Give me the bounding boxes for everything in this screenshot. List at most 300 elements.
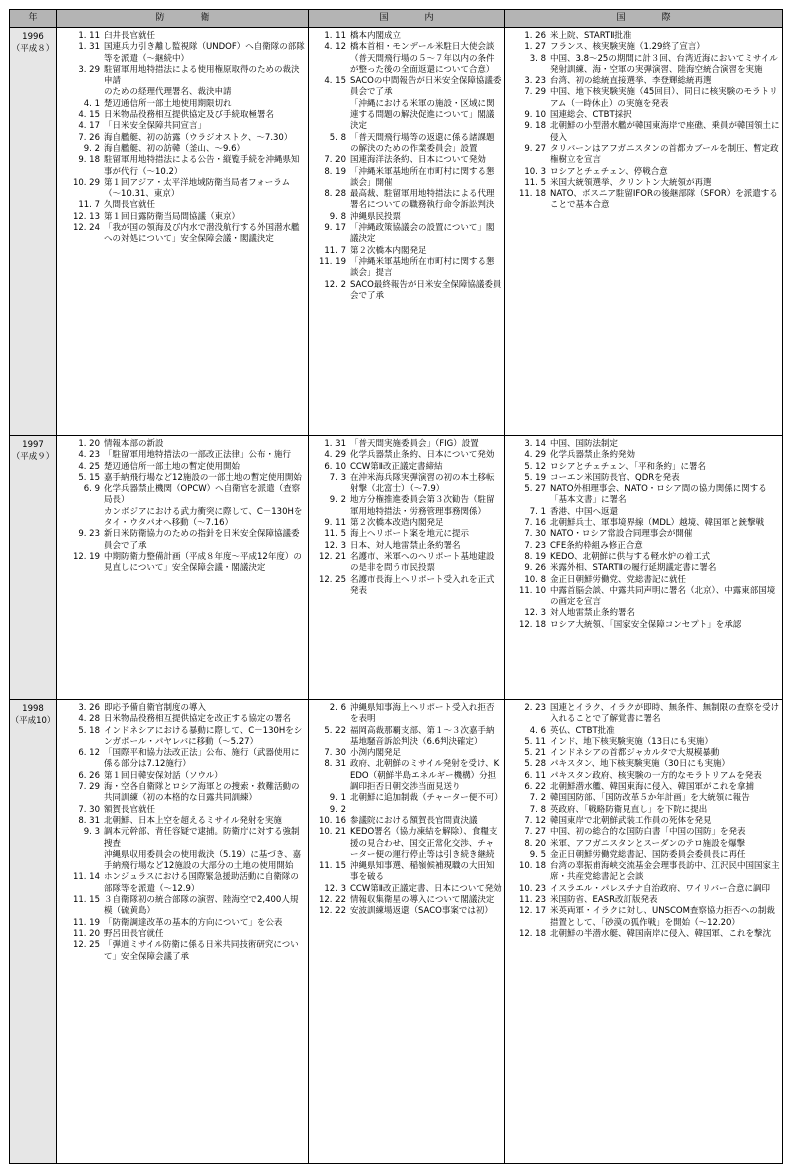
event-date: 9. 18: [524, 121, 546, 132]
year-row: [10, 700, 783, 1164]
event-text: 地方分権推進委員会第３次勧告（駐留軍用地特措法・労務管理事務関係）: [350, 495, 495, 517]
event-item: [312, 703, 502, 726]
event-item: [312, 473, 502, 496]
event-date: 10. 3: [524, 166, 546, 177]
event-item: [312, 906, 502, 917]
defense-cell: [57, 28, 309, 436]
event-item: [508, 816, 780, 827]
event-item: [60, 42, 306, 65]
event-date: 6. 12: [78, 748, 100, 759]
event-date: 4. 17: [78, 121, 100, 132]
event-item: [312, 189, 502, 212]
event-item: [508, 906, 780, 929]
event-text: 第１回日韓安保対話（ソウル）: [104, 770, 223, 781]
event-text: 嘉手納飛行場など12施設の一部土地の暫定使用開始: [104, 472, 302, 483]
event-item: [312, 861, 502, 884]
event-date: 12. 17: [518, 906, 546, 917]
event-text: 北朝鮮潜水艦、韓国東海に侵入、韓国軍がこれを拿捕: [550, 782, 755, 793]
event-date: 9. 8: [329, 211, 346, 222]
event-date: 10. 18: [518, 861, 546, 872]
event-text: 米露外相、STARTⅡの履行延期議定書に署名: [550, 563, 717, 574]
event-text: 第１回日露防衛当局間協議（東京）: [104, 211, 241, 222]
event-date: 2. 6: [329, 703, 346, 713]
event-date: 4. 23: [78, 450, 100, 461]
event-item: [60, 895, 306, 918]
event-item: [312, 439, 502, 450]
event-item: [508, 552, 780, 563]
event-date: 1. 27: [524, 42, 546, 53]
event-date: 11. 20: [72, 928, 100, 939]
event-date: 10. 21: [318, 827, 346, 838]
event-date: 2. 23: [524, 703, 546, 713]
event-item: [60, 133, 306, 144]
event-date: 7. 30: [524, 529, 546, 540]
event-text: インド、地下核実験実施（13日にも実施）: [550, 736, 714, 747]
event-item: [508, 850, 780, 861]
event-date: 4. 15: [324, 76, 346, 87]
event-date: 1. 11: [324, 31, 346, 41]
event-date: 8. 28: [324, 189, 346, 200]
event-date: 3. 26: [78, 703, 100, 713]
event-date: 11. 15: [318, 861, 346, 872]
event-date: 10. 8: [524, 574, 546, 585]
event-item: [60, 782, 306, 805]
event-date: 5. 19: [524, 472, 546, 483]
event-text: KEDO、北朝鮮に供与する軽水炉の着工式: [550, 551, 711, 562]
event-item: [60, 462, 306, 473]
event-date: 9. 23: [78, 529, 100, 540]
event-text: 「沖縄米軍基地所在市町村に関する懇談会」提言: [350, 256, 495, 279]
year-row: [10, 28, 783, 436]
event-text: SACOの中間報告が日米安全保障協議委員会で了承: [350, 76, 502, 98]
event-item: [312, 541, 502, 552]
event-text: 日米物品役務相互提供協定を改正する協定の署名: [104, 714, 292, 725]
event-date: 12. 21: [318, 551, 346, 562]
event-item: [312, 212, 502, 223]
event-date: [60, 507, 104, 530]
event-item: [508, 793, 780, 804]
header-year: 年: [10, 10, 57, 28]
era-label: （平成10）: [10, 716, 56, 726]
event-text: 米国大統領選挙、クリントン大統領が再選: [550, 177, 712, 188]
event-item: [312, 246, 502, 257]
event-text: 「普天間実施委員会」（FIG）設置: [350, 439, 479, 449]
event-date: 12. 22: [318, 906, 346, 917]
header-row: [10, 10, 783, 28]
year-label: 1996: [22, 32, 44, 42]
event-text: 「国際平和協力法改正法」公布、施行（武器使用に係る部分は7.12施行）: [104, 748, 300, 770]
event-item: [60, 827, 306, 850]
header-domestic: 国 内: [309, 10, 505, 28]
event-text: 中国、国防法制定: [550, 439, 619, 449]
event-date: 5. 22: [324, 725, 346, 736]
event-text: 沖縄県知事選、稲嶺候補現職の大田知事を破る: [350, 861, 495, 883]
event-text: 中国、初の総合的な国防白書「中国の国防」を発表: [550, 827, 746, 838]
event-date: 11. 23: [518, 895, 546, 906]
event-date: 12. 25: [318, 574, 346, 585]
event-text: 北朝鮮、日本上空を超えるミサイル発射を実施: [104, 815, 282, 826]
event-item: [60, 65, 306, 88]
event-text: 新日米防衛協力のための指針を日米安全保障協議委員会で了承: [104, 529, 300, 551]
event-item: [312, 805, 502, 816]
header-international: 国 際: [505, 10, 783, 28]
event-date: 5. 12: [524, 461, 546, 472]
event-date: 4. 12: [324, 42, 346, 53]
year-label: 1997: [22, 440, 44, 450]
defense-cell: [57, 436, 309, 700]
event-date: 12. 18: [518, 928, 546, 939]
event-text: 中期防衛力整備計画（平成８年度～平成12年度）の見直しについて」安全保障会議・閣議決定: [104, 551, 302, 574]
event-date: 6. 10: [324, 461, 346, 472]
event-date: 1. 11: [78, 31, 100, 41]
event-text: 国連兵力引き離し監視隊（UNDOF）へ自衛隊の部隊等を派遣（～継続中）: [104, 42, 305, 64]
event-date: 12. 24: [72, 223, 100, 234]
event-item: [508, 575, 780, 586]
event-text: 中露首脳会談、中露共同声明に署名（北京）、中露東部国境の画定を宣言: [550, 585, 776, 608]
event-item: [508, 771, 780, 782]
international-cell: [505, 28, 783, 436]
event-item: [60, 714, 306, 725]
event-text: 在沖米海兵隊実弾演習の初の本土移転射撃（北富士）（～7.9）: [350, 472, 495, 495]
event-date: 5. 28: [524, 759, 546, 770]
event-date: 7. 27: [524, 827, 546, 838]
event-date: 9. 2: [329, 804, 346, 815]
event-text: 即応予備自衛官制度の導入: [104, 703, 207, 713]
event-item: [60, 703, 306, 714]
event-text: カンボジアにおける武力衝突に際して、C－130Hをタイ・ウタパオへ移動（～7.16）: [104, 506, 303, 529]
event-item: [508, 805, 780, 816]
event-text: 沖縄県民投票: [350, 211, 402, 222]
event-date: 9. 17: [324, 223, 346, 234]
event-item: [312, 167, 502, 190]
event-item: [60, 805, 306, 816]
event-item: [60, 110, 306, 121]
event-item: [60, 872, 306, 895]
event-text: 第１回アジア・太平洋地域防衛当局者フォーラム（～10.31、東京）: [104, 177, 291, 200]
event-text: 香港、中国へ返還: [550, 506, 619, 517]
event-item: [312, 462, 502, 473]
event-date: 10. 29: [72, 177, 100, 188]
event-text: 北朝鮮の半潜水艇、韓国南岸に侵入、韓国軍、これを撃沈: [550, 928, 772, 939]
event-date: [60, 87, 104, 98]
event-item: [60, 87, 306, 98]
event-text: 中国、3.8～25の期間に計３回、台湾近海においてミサイル発射訓練、海・空軍の実弾演習、陸海空統合演習を実施: [550, 53, 778, 75]
event-date: 7. 23: [524, 540, 546, 551]
event-text: 沖縄県知事海上ヘリポート受入れ拒否を表明: [350, 703, 495, 725]
event-item: [508, 529, 780, 540]
event-date: 7. 16: [524, 518, 546, 529]
event-item: [312, 42, 502, 76]
event-date: 3. 8: [529, 53, 546, 64]
event-date: 9. 1: [329, 793, 346, 804]
event-date: 8. 19: [324, 166, 346, 177]
event-item: [60, 748, 306, 771]
event-date: 5. 8: [329, 132, 346, 143]
event-date: 7. 30: [78, 804, 100, 815]
event-text: 名護市長海上ヘリポート受入れを正式発表: [350, 574, 495, 596]
event-item: [312, 748, 502, 759]
event-item: [508, 929, 780, 940]
event-item: [312, 726, 502, 749]
chronology-table: [9, 9, 783, 1164]
event-item: [312, 99, 502, 133]
domestic-cell: [309, 436, 505, 700]
event-item: [508, 189, 780, 212]
event-item: [60, 473, 306, 484]
event-item: [508, 121, 780, 144]
event-date: [60, 850, 104, 873]
event-item: [312, 793, 502, 804]
event-item: [508, 76, 780, 87]
event-date: 7. 30: [324, 748, 346, 759]
defense-cell: [57, 700, 309, 1164]
event-item: [60, 155, 306, 178]
event-text: 情報収集衛星の導入について閣議決定: [350, 895, 495, 906]
event-text: 国連総会、CTBT採択: [550, 110, 632, 121]
event-text: SACO最終報告が日米安全保障協議委員会で了承: [350, 279, 502, 301]
event-text: 政府、北朝鮮のミサイル発射を受け、KEDO（朝鮮半島エネルギー機構）分担調印拒否日朝交渉当面見送り: [350, 759, 500, 793]
event-date: 9. 2: [83, 143, 100, 154]
event-text: 沖縄県収用委員会の使用裁決（5.19）に基づき、嘉手納飛行場など12施設の大部分の土地の使用開始: [104, 849, 302, 872]
event-date: 6. 22: [524, 782, 546, 793]
event-text: 臼井長官就任: [104, 31, 156, 41]
event-text: タリバーンはアフガニスタンの首都カブールを制圧、暫定政権樹立を宣言: [550, 143, 779, 166]
event-date: 11. 7: [324, 245, 346, 256]
event-date: 9. 26: [524, 563, 546, 574]
event-text: 英政府、「戦略防衛見直し」を下院に提出: [550, 804, 708, 815]
event-item: [508, 895, 780, 906]
event-item: [312, 884, 502, 895]
event-item: [60, 450, 306, 461]
event-item: [508, 42, 780, 53]
event-item: [508, 737, 780, 748]
event-item: [312, 816, 502, 827]
event-item: [508, 827, 780, 838]
event-date: 3. 14: [524, 439, 546, 449]
event-date: 7. 2: [529, 793, 546, 804]
event-date: 4. 15: [78, 110, 100, 121]
year-cell: [10, 436, 57, 700]
event-item: [508, 726, 780, 737]
event-text: 海自艦艇、初の訪露（ウラジオストク、～7.30）: [104, 132, 293, 143]
event-text: 化学兵器禁止条約発効: [550, 450, 636, 461]
event-item: [508, 703, 780, 726]
event-item: [312, 280, 502, 303]
event-text: 「沖縄政策協議会の設置について」閣議決定: [350, 223, 495, 245]
event-date: 11. 5: [324, 529, 346, 540]
event-text: 対人地雷禁止条約署名: [550, 608, 636, 619]
event-date: 7. 8: [529, 804, 546, 815]
era-label: （平成９）: [11, 452, 55, 462]
event-text: インドネシアの首都ジャカルタで大規模暴動: [550, 748, 720, 759]
event-text: 中国、地下核実験実施（45回目）、同日に核実験のモラトリアム（一時休止）の実施を発表: [550, 87, 778, 109]
event-text: 額賀長官就任: [104, 804, 156, 815]
event-date: 11. 19: [72, 917, 100, 928]
event-date: 12. 3: [324, 883, 346, 894]
event-date: 9. 18: [78, 155, 100, 166]
event-date: 1. 26: [524, 31, 546, 41]
event-text: 化学兵器禁止機関（OPCW）へ自衛官を派遣（査察局長）: [104, 484, 301, 506]
event-item: [508, 54, 780, 77]
event-date: 4. 28: [78, 714, 100, 725]
event-item: [508, 462, 780, 473]
event-text: 駐留軍用地特措法による使用権原取得のための裁決申請: [104, 64, 300, 87]
event-text: [350, 805, 502, 816]
event-text: CFE条約枠組み修正合意: [550, 540, 643, 551]
event-date: 5. 11: [524, 736, 546, 747]
event-date: 7. 1: [529, 506, 546, 517]
event-text: 台湾、初の総統直接選挙、李登輝総統再選: [550, 76, 712, 87]
event-item: [312, 895, 502, 906]
event-date: 6. 11: [524, 770, 546, 781]
event-date: 4. 25: [78, 461, 100, 472]
event-text: 名護市、米軍へのヘリポート基地建設の是非を問う市民投票: [350, 551, 495, 574]
event-date: 11. 18: [518, 189, 546, 200]
event-item: [508, 620, 780, 631]
event-text: 安波訓練場返還（SACO事案では初）: [350, 906, 493, 917]
event-item: [508, 507, 780, 518]
event-item: [508, 439, 780, 450]
event-text: 野呂田長官就任: [104, 928, 164, 939]
event-text: フランス、核実験実施（1.29終了宣言）: [550, 42, 705, 53]
event-item: [508, 608, 780, 619]
event-date: 11. 14: [72, 872, 100, 883]
event-text: 米英両軍・イラクに対し、UNSCOM査察協力拒否への制裁措置として、「砂漠の狐作戦」を開始（～12.20）: [550, 906, 775, 928]
event-date: 6. 9: [83, 484, 100, 495]
event-item: [60, 439, 306, 450]
event-text: 英仏、CTBT批准: [550, 725, 615, 736]
event-date: 9. 5: [529, 849, 546, 860]
event-item: [312, 223, 502, 246]
event-text: CCW第Ⅱ改正議定書、日本について発効: [350, 883, 502, 894]
event-item: [312, 518, 502, 529]
event-text: ロシア大統領、「国家安全保障コンセプト」を承認: [550, 619, 742, 630]
event-date: 11. 19: [318, 256, 346, 267]
event-date: 1. 31: [324, 439, 346, 449]
event-item: [60, 918, 306, 929]
event-item: [508, 167, 780, 178]
event-text: コーエン米国防長官、QDRを発表: [550, 472, 680, 483]
event-text: 楚辺通信所一部土地の暫定使用開始: [104, 461, 241, 472]
event-item: [60, 99, 306, 110]
event-date: 1. 20: [78, 439, 100, 449]
event-date: 4. 1: [83, 98, 100, 109]
event-text: 最高裁、駐留軍用地特措法による代理署名についての職務執行命令訴訟判決: [350, 189, 495, 211]
event-text: 駐留軍用地特措法による公告・縦覧手続を沖縄県知事が代行（～10.2）: [104, 155, 300, 177]
event-item: [60, 552, 306, 575]
event-text: KEDO署名（協力凍結を解除）、食糧支援の見合わせ、国交正常化交渉、チャーター便の運行停止等は引き続き継続: [350, 827, 498, 860]
event-date: 12. 18: [518, 619, 546, 630]
event-date: 7. 12: [524, 815, 546, 826]
header-defense: 防 衛: [57, 10, 309, 28]
event-item: [508, 884, 780, 895]
event-date: 7. 29: [78, 782, 100, 793]
event-date: 11. 5: [524, 177, 546, 188]
event-date: 7. 3: [329, 472, 346, 483]
event-text: 北朝鮮兵士、軍事境界線（MDL）越境、韓国軍と銃撃戦: [550, 518, 765, 529]
event-item: [312, 552, 502, 575]
event-item: [508, 563, 780, 574]
event-item: [508, 861, 780, 884]
event-item: [60, 771, 306, 782]
event-date: 5. 27: [524, 484, 546, 495]
event-item: [60, 940, 306, 963]
event-item: [312, 495, 502, 518]
event-text: 調本元幹部、背任容疑で逮捕。防衛庁に対する強制捜査: [104, 827, 300, 849]
event-date: 12. 3: [324, 540, 346, 551]
event-text: 福岡高裁那覇支部、第１～３次嘉手納基地騒音訴訟判決（6.6判決確定）: [350, 725, 495, 747]
event-text: NATO外相理事会、NATO・ロシア間の協力関係に関する「基本文書」に署名: [550, 484, 767, 506]
event-item: [60, 178, 306, 201]
event-text: 参議院における額賀長官問責決議: [350, 815, 478, 826]
event-date: 11. 15: [72, 895, 100, 906]
event-text: 「沖縄米軍基地所在市町村に関する懇談会」開催: [350, 166, 495, 188]
event-text: 北朝鮮の小型潜水艦が韓国東海岸で座礁、乗員が韓国領土に侵入: [550, 121, 780, 143]
event-date: 12. 2: [324, 279, 346, 290]
event-date: 7. 20: [324, 155, 346, 166]
event-item: [312, 450, 502, 461]
event-text: 第２次橋本改造内閣発足: [350, 518, 444, 529]
event-date: 3. 23: [524, 76, 546, 87]
event-text: 橋本首相・モンデール米駐日大使会談（普天間飛行場の５～７年以内の条件が整った後の全面返還について合意）: [350, 42, 495, 75]
event-item: [312, 76, 502, 99]
event-date: 12. 3: [524, 608, 546, 619]
event-item: [508, 518, 780, 529]
event-date: 11. 10: [518, 585, 546, 596]
event-text: 「防衛調達改革の基本的方向について」を公表: [104, 917, 283, 928]
year-cell: [10, 700, 57, 1164]
event-text: 米上院、STARTⅡ批准: [550, 31, 632, 41]
event-item: [312, 257, 502, 280]
event-item: [60, 121, 306, 132]
event-date: 4. 6: [529, 725, 546, 736]
event-text: CCW第Ⅱ改正議定書締結: [350, 461, 443, 472]
event-text: 「普天間飛行場等の返還に係る諸課題の解決のための作業委員会」設置: [350, 132, 495, 154]
event-item: [508, 839, 780, 850]
event-item: [312, 155, 502, 166]
event-text: 韓国東岸で北朝鮮武装工作員の死体を発見: [550, 815, 712, 826]
domestic-cell: [309, 28, 505, 436]
event-text: ホンジュラスにおける国際緊急援助活動に自衛隊の部隊等を派遣（～12.9）: [104, 872, 299, 894]
event-text: 「我が国の領海及び内水で潜没航行する外国潜水艦への対処について」安全保障会議・閣議決定: [104, 223, 300, 245]
event-text: のための経理代理署名、裁決申請: [104, 87, 232, 98]
event-item: [508, 759, 780, 770]
year-label: 1998: [22, 704, 44, 714]
event-item: [60, 529, 306, 552]
event-text: パキスタン政府、核実験の一方的なモラトリアムを発表: [550, 770, 762, 781]
event-date: 11. 7: [78, 200, 100, 211]
event-date: 9. 27: [524, 143, 546, 154]
event-date: 9. 2: [329, 495, 346, 506]
event-text: 国連とイラク、イラクが即時、無条件、無制限の査察を受け入れることで了解覚書に署名: [550, 703, 780, 725]
domestic-cell: [309, 700, 505, 1164]
event-date: 12. 19: [72, 551, 100, 562]
event-item: [508, 748, 780, 759]
year-cell: [10, 28, 57, 436]
event-text: 小渕内閣発足: [350, 748, 402, 759]
event-text: NATO、ボスニア駐留IFORの後継部隊（SFOR）を派遣することで基本合意: [550, 189, 778, 211]
event-text: 北朝鮮に追加制裁（チャーター便不可）: [350, 793, 503, 804]
event-item: [508, 484, 780, 507]
event-text: 「駐留軍用地特措法の一部改正法律」公布・施行: [104, 450, 292, 461]
event-text: 米国防省、EASR改訂版発表: [550, 895, 658, 906]
event-date: 8. 20: [524, 838, 546, 849]
event-item: [312, 529, 502, 540]
event-text: NATO・ロシア常設合同理事会が開催: [550, 529, 693, 540]
event-date: 12. 25: [72, 940, 100, 951]
event-text: 台湾の辜振甫海峡交流基金会理事長訪中、江沢民中国国家主席・共産党総書記と会談: [550, 861, 780, 883]
event-item: [60, 816, 306, 827]
